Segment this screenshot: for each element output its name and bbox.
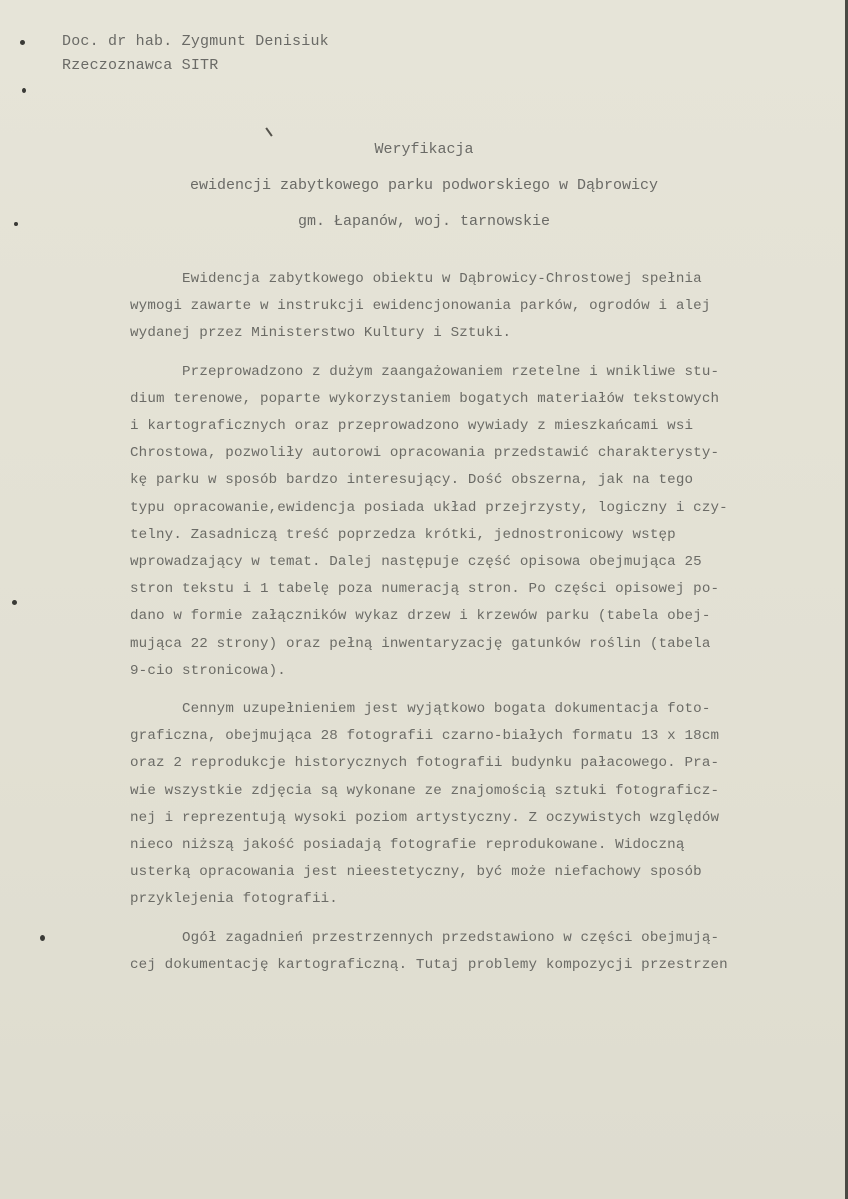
punch-mark — [20, 40, 25, 45]
text-line: 9-cio stronicowa). — [130, 662, 286, 679]
paragraph — [130, 266, 842, 348]
text-line: i kartograficznych oraz przeprowadzono wywiady z mieszkańcami wsi — [130, 418, 694, 435]
text-line: dano w formie załączników wykaz drzew i krzewów parku (tabela obej- — [130, 608, 711, 625]
punch-mark — [12, 600, 17, 605]
text-line: nej i reprezentują wysoki poziom artystyczny. Z oczywistych względów — [130, 809, 720, 826]
text-line: wprowadzający w temat. Dalej następuje część opisowa obejmująca 25 — [130, 554, 702, 571]
paragraph — [130, 359, 842, 685]
text-line: nieco niższą jakość posiadają fotografie reprodukowane. Widoczną — [130, 837, 685, 854]
text-line: stron tekstu i 1 tabelę poza numeracją stron. Po części opisowej po- — [130, 581, 720, 598]
author-name: Doc. dr hab. Zygmunt Denisiuk — [62, 33, 329, 50]
text-line: wydanej przez Ministerstwo Kultury i Sztuki. — [130, 325, 512, 342]
text-line: Ewidencja zabytkowego obiektu w Dąbrowicy-Chrostowej spełnia — [182, 271, 702, 287]
text-line: wie wszystkie zdjęcia są wykonane ze znajomością sztuki fotograficz- — [130, 782, 720, 799]
text-line: wymogi zawarte w instrukcji ewidencjonowania parków, ogrodów i alej — [130, 298, 711, 315]
text-line: Chrostowa, pozwoliły autorowi opracowania przedstawić charakterysty- — [130, 445, 720, 462]
text-line: Ogół zagadnień przestrzennych przedstawiono w części obejmują- — [182, 929, 720, 946]
punch-mark — [22, 88, 26, 93]
text-line: graficzna, obejmująca 28 fotografii czarno-białych formatu 13 x 18cm — [130, 728, 720, 745]
title-line-1: Weryfikacja — [374, 141, 474, 158]
document-title — [0, 132, 848, 240]
text-line: kę parku w sposób bardzo interesujący. Dość obszerna, jak na tego — [130, 472, 694, 489]
text-line: typu opracowanie,ewidencja posiada układ przejrzysty, logiczny i czy- — [130, 499, 728, 516]
text-line: cej dokumentację kartograficzną. Tutaj problemy kompozycji przestrzen — [130, 956, 728, 973]
text-line: telny. Zasadniczą treść poprzedza krótki, jednostronicowy wstęp — [130, 526, 676, 543]
text-line: przyklejenia fotografii. — [130, 891, 338, 908]
author-block — [62, 30, 329, 78]
title-line-2: ewidencji zabytkowego parku podworskiego w Dąbrowicy — [189, 177, 659, 194]
punch-mark — [40, 935, 45, 941]
title-line-3: gm. Łapanów, woj. tarnowskie — [297, 213, 551, 230]
text-line: Przeprowadzono z dużym zaangażowaniem rzetelne i wnikliwe stu- — [182, 363, 720, 380]
document-body — [130, 266, 842, 990]
text-line: Cennym uzupełnieniem jest wyjątkowo bogata dokumentacja foto- — [182, 701, 711, 718]
paragraph — [130, 925, 842, 979]
text-line: mująca 22 strony) oraz pełną inwentaryzację gatunków roślin (tabela — [130, 635, 711, 652]
text-line: usterką opracowania jest nieestetyczny, być może niefachowy sposób — [130, 864, 702, 881]
paragraph — [130, 696, 842, 914]
text-line: oraz 2 reprodukcje historycznych fotografii budynku pałacowego. Pra- — [130, 755, 720, 772]
author-role: Rzeczoznawca SITR — [62, 57, 219, 74]
text-line: dium terenowe, poparte wykorzystaniem bogatych materiałów tekstowych — [130, 390, 720, 407]
